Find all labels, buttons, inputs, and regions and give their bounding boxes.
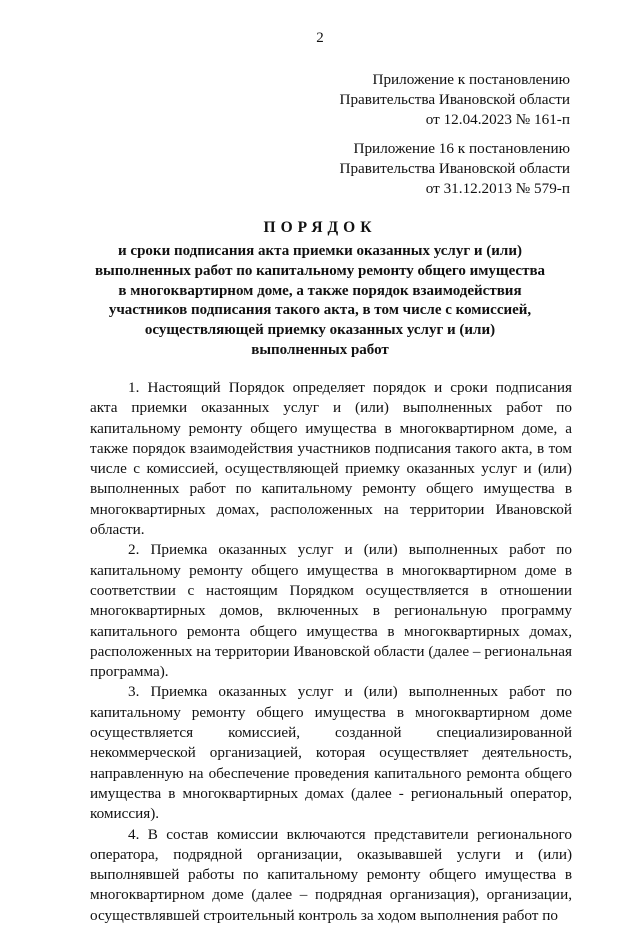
paragraph-2: 2. Приемка оказанных услуг и (или) выполненных работ по капитальному ремонту общего имущества в многоквартирном доме в соответствии с настоящим Порядком осуществляется в отношении многоквартирных домов, включенных в региональную программу капитального ремонта общего имущества в многоквартирных домах, расположенных на территории Ивановской области (далее – региональная программа). xyxy=(90,541,572,681)
annex-1-line: Приложение к постановлению xyxy=(372,71,570,88)
annex-2-line: Правительства Ивановской области xyxy=(339,160,570,177)
document-subtitle xyxy=(0,242,640,361)
subtitle-line: выполненных работ xyxy=(251,341,389,358)
annex-reference-2 xyxy=(340,139,571,199)
document-title: ПОРЯДОК xyxy=(263,219,377,236)
annex-1-line: от 12.04.2023 № 161-п xyxy=(425,111,570,128)
subtitle-line: выполненных работ по капитальному ремонту общего имущества xyxy=(94,262,546,279)
annex-1-line: Правительства Ивановской области xyxy=(339,91,570,108)
paragraph-3: 3. Приемка оказанных услуг и (или) выполненных работ по капитальному ремонту общего имущества в многоквартирном доме осуществляется комиссией, созданной специализированной некоммерческой организацией, которая осуществляет деятельность, направленную на обеспечение проведения капитального ремонта общего имущества в многоквартирных домах (далее - региональный оператор, комиссия). xyxy=(90,683,572,823)
subtitle-line: осуществляющей приемку оказанных услуг и (или) xyxy=(144,322,496,339)
annex-2-line: Приложение 16 к постановлению xyxy=(353,140,570,157)
paragraph-4: 4. В состав комиссии включаются представители регионального оператора, подрядной организации, оказывавшей услуги и (или) выполнявшей работы по капитальному ремонту общего имущества в многоквартирном доме (далее – подрядная организация), организации, осуществлявшей строительный контроль за ходом выполнения работ по xyxy=(90,825,572,924)
annex-reference-1 xyxy=(340,70,571,130)
paragraph-1: 1. Настоящий Порядок определяет порядок и сроки подписания акта приемки оказанных услуг и (или) выполненных работ по капитальному ремонту общего имущества в многоквартирном доме, а также порядок взаимодействия участников подписания такого акта, в том числе с комиссией, осуществляющей приемку оказанных услуг и (или) выполненных работ по капитальному ремонту общего имущества в многоквартирных домах, расположенных на территории Ивановской области. xyxy=(90,379,572,539)
annex-2-line: от 31.12.2013 № 579-п xyxy=(425,180,570,197)
page-number: 2 xyxy=(316,30,324,46)
subtitle-line: участников подписания такого акта, в том числе с комиссией, xyxy=(108,302,532,319)
document-body xyxy=(90,378,572,926)
subtitle-line: в многоквартирном доме, а также порядок взаимодействия xyxy=(118,282,522,299)
subtitle-line: и сроки подписания акта приемки оказанных услуг и (или) xyxy=(118,243,522,259)
